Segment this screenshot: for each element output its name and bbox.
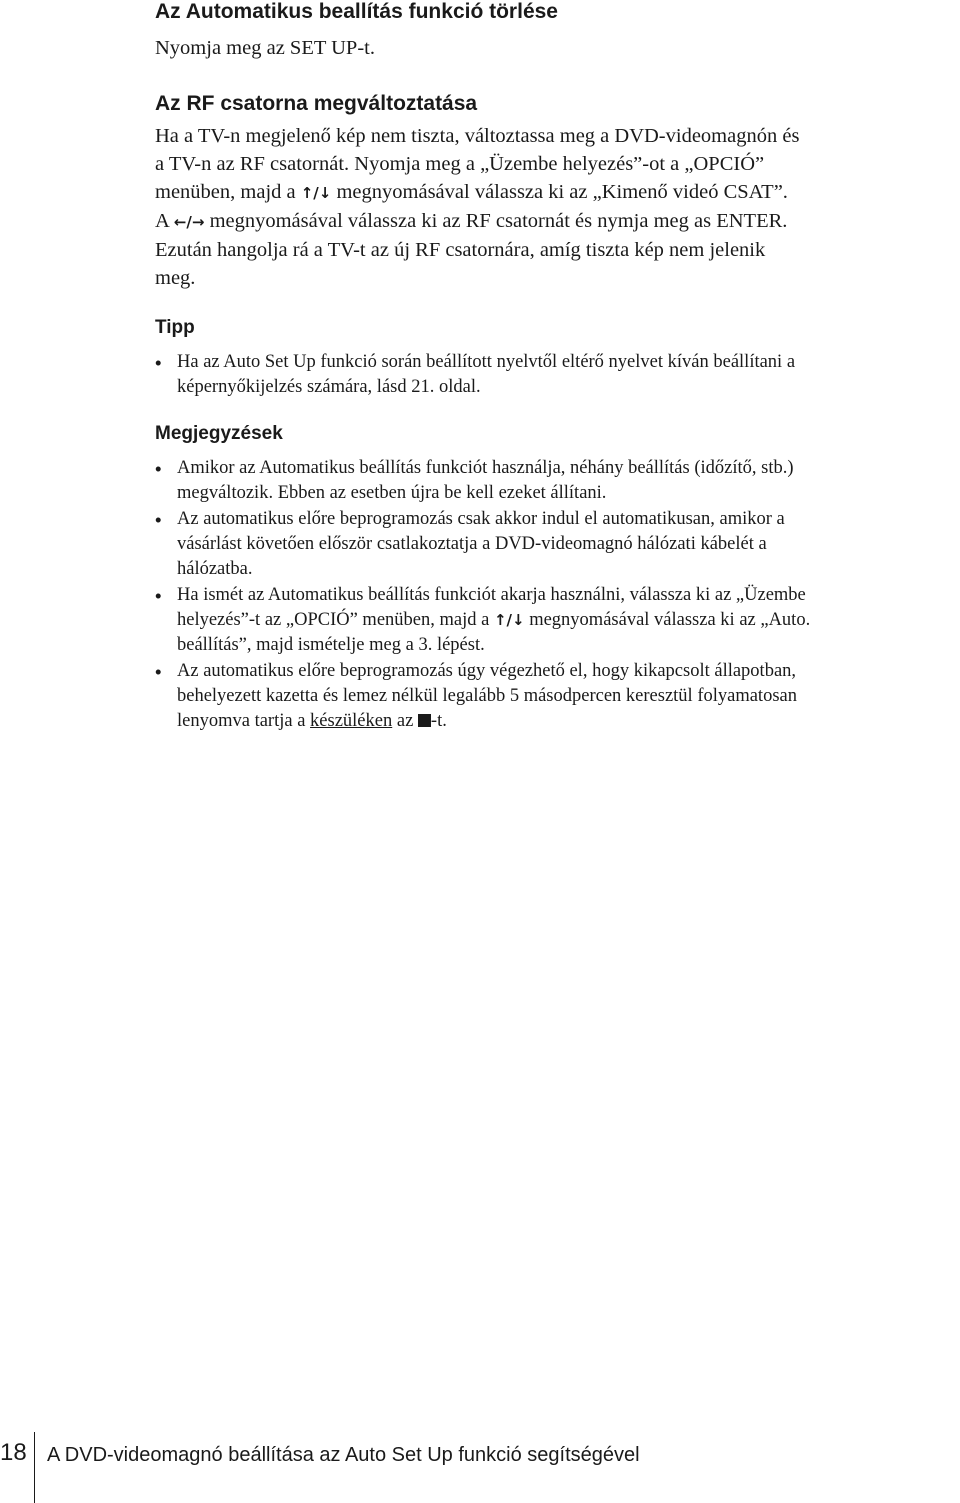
- rf-paragraph-line: meg.: [155, 267, 196, 289]
- section-heading-rf-channel: Az RF csatorna megváltoztatása: [155, 92, 478, 115]
- page-number: 18: [0, 1439, 27, 1466]
- text-span: megnyomásával válassza ki az „Auto.: [524, 610, 811, 630]
- footer-divider: [34, 1432, 35, 1503]
- section-body-rf-channel: [155, 122, 955, 292]
- note-line: Amikor az Automatikus beállítás funkciót használja, néhány beállítás (időzítő, stb.): [177, 458, 794, 478]
- note-line: megváltozik. Ebben az esetben újra be kell ezeket állítani.: [177, 483, 607, 503]
- note-line: Az automatikus előre beprogramozás csak akkor indul el automatikusan, amikor a: [177, 509, 785, 529]
- bullet-icon: •: [155, 352, 162, 373]
- text-span: lenyomva tartja a: [177, 711, 311, 731]
- up-down-arrow-icon: ↑/↓: [300, 184, 332, 202]
- bullet-icon: •: [155, 458, 162, 479]
- note-line: vásárlást követően először csatlakoztatja a DVD-videomagnó hálózati kábelét a: [177, 534, 767, 554]
- rf-paragraph-line: [155, 207, 955, 236]
- rf-paragraph-line: a TV-n az RF csatornát. Nyomja meg a „Üzembe helyezés”-ot a „OPCIÓ”: [155, 153, 765, 175]
- bullet-icon: •: [155, 661, 162, 682]
- section-heading-auto-setup-cancel: Az Automatikus beallítás funkció törlése: [155, 0, 558, 23]
- tip-line: Ha az Auto Set Up funkció során beállított nyelvtől eltérő nyelvet kíván beállítani a: [177, 352, 796, 372]
- rf-paragraph-line: Ha a TV-n megjelenő kép nem tiszta, változtassa meg a DVD-videomagnón és: [155, 125, 800, 147]
- list-item: [155, 456, 955, 506]
- list-item: [155, 659, 955, 734]
- text-span: megnyomásával válassza ki az „Kimenő videó CSAT”.: [331, 181, 788, 203]
- text-span: -t.: [430, 711, 447, 731]
- text-span: A: [155, 210, 174, 232]
- tip-line: képernyőkijelzés számára, lásd 21. oldal.: [177, 377, 481, 397]
- device-underlined-term: készüléken: [310, 711, 393, 731]
- note-line: hálózatba.: [177, 559, 253, 579]
- list-item: [155, 350, 955, 400]
- tip-heading: Tipp: [155, 317, 195, 338]
- text-span: helyezés”-t az „OPCIÓ” menüben, majd a: [177, 610, 494, 630]
- text-span: megnyomásával válassza ki az RF csatornát és nymja meg as ENTER.: [204, 210, 788, 232]
- note-line: [177, 610, 810, 630]
- rf-paragraph-line: [155, 178, 955, 207]
- left-right-arrow-icon: ←/→: [173, 213, 205, 231]
- note-line: Az automatikus előre beprogramozás úgy végezhető el, hogy kikapcsolt állapotban,: [177, 661, 797, 681]
- notes-list: [155, 456, 955, 734]
- note-line: beállítás”, majd ismételje meg a 3. lépést.: [177, 635, 485, 655]
- up-down-arrow-icon: ↑/↓: [493, 611, 525, 629]
- section-body-auto-setup-cancel: Nyomja meg az SET UP-t.: [155, 37, 375, 59]
- note-line: Ha ismét az Automatikus beállítás funkciót akarja használni, válassza ki az „Üzembe: [177, 585, 806, 605]
- bullet-icon: •: [155, 585, 162, 606]
- list-item: [155, 583, 955, 658]
- note-line: behelyezett kazetta és lemez nélkül legalább 5 másodpercen keresztül folyamatosan: [177, 686, 797, 706]
- text-span: az: [392, 711, 418, 731]
- stop-button-icon: [418, 714, 431, 727]
- list-item: [155, 507, 955, 582]
- text-span: menüben, majd a: [155, 181, 301, 203]
- document-page: [155, 0, 955, 734]
- note-line: [177, 711, 447, 731]
- tip-list: [155, 350, 955, 400]
- footer-chapter-title: A DVD-videomagnó beállítása az Auto Set Up funkció segítségével: [47, 1444, 640, 1466]
- bullet-icon: •: [155, 509, 162, 530]
- rf-paragraph-line: Ezután hangolja rá a TV-t az új RF csatornára, amíg tiszta kép nem jelenik: [155, 239, 766, 261]
- notes-heading: Megjegyzések: [155, 423, 283, 444]
